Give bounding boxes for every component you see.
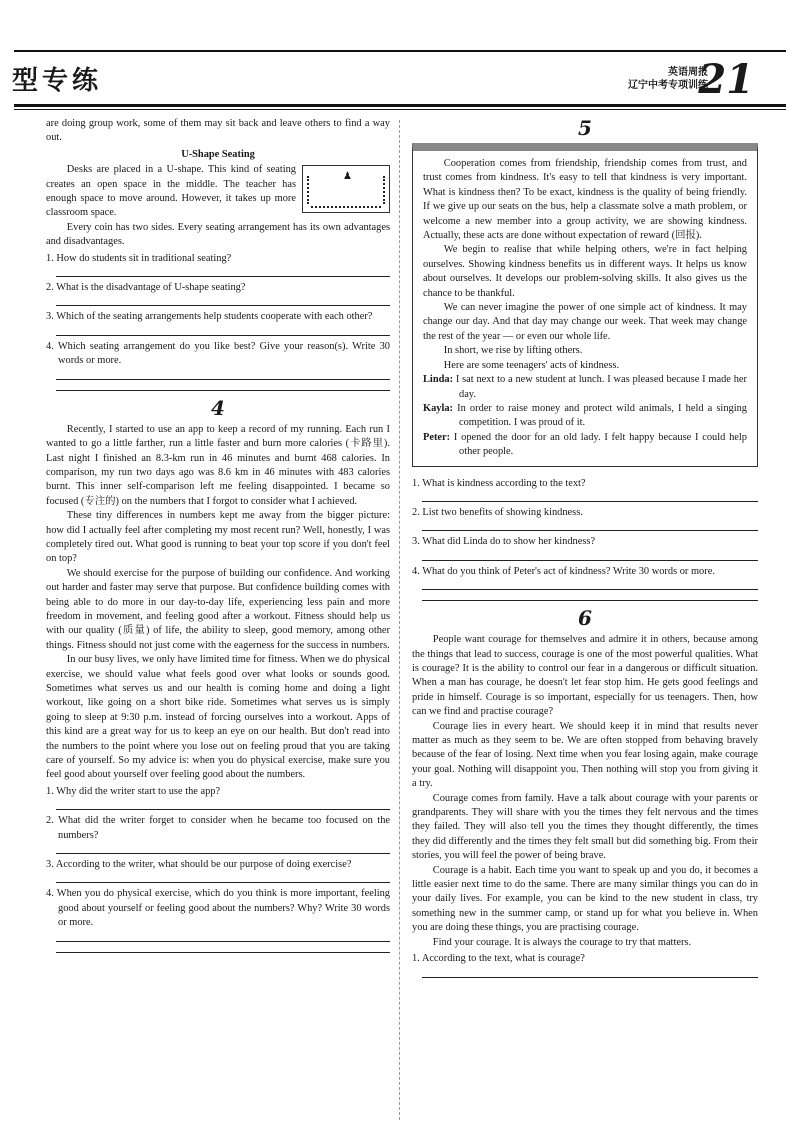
coin-text: Every coin has two sides. Every seating arrangement has its own advantages and disadvantages.: [46, 221, 390, 248]
page-number: 21: [698, 56, 754, 103]
answer-line[interactable]: [56, 295, 390, 306]
paragraph: Here are some teenagers' acts of kindness.: [443, 359, 620, 371]
question: 2. List two benefits of showing kindness.: [412, 506, 583, 518]
column-divider: [399, 120, 400, 1120]
answer-line[interactable]: [422, 550, 758, 561]
desk-row-bottom: [311, 206, 381, 208]
answer-line[interactable]: [56, 369, 390, 380]
speaker-entry: [423, 431, 747, 460]
paragraph: Courage is a habit. Each time you want to speak up and you do, it becomes a little easier next time to do the same. There are many similar things you can do in your daily lives. For example, you can be kind to the new student in class, try something new in the summer camp, or stand up for what you believe in. When you are doing these things, you are practising courage.: [412, 864, 758, 934]
answer-line[interactable]: [422, 520, 758, 531]
speaker-name: Kayla:: [423, 402, 454, 414]
question: 2. What did the writer forget to consider when he became too focused on the numbers?: [46, 815, 390, 841]
question: 1. Why did the writer start to use the app?: [46, 785, 221, 797]
section-number-6: 6: [578, 606, 592, 631]
paragraph: Recently, I started to use an app to keep a record of my running. Each run I wanted to go a little farther, run a little faster and burn more calories (卡路里). Last night I finished an 8.3-km run in 46 minutes and burnt 468 calories. In comparison, my run two days ago was 8.6 km in 46 minutes with 483 calories burnt. This inner self-comparison left me feeling disappointed. I became so focused (专注的) on the numbers that I forgot to consider what I achieved.: [46, 423, 390, 507]
paragraph: These tiny differences in numbers kept me away from the bigger picture: how did I actually feel after completing my most recent run? Well, honestly, I was completely tired out. What good is running to beat your top score if you don't feel on top?: [46, 510, 390, 565]
paragraph: Find your courage. It is always the courage to try that matters.: [432, 936, 692, 948]
header-publication: [628, 66, 708, 92]
section3-intro: are doing group work, some of them may sit back and leave others to find a way out.: [46, 118, 390, 144]
right-column: [412, 117, 758, 982]
answer-line[interactable]: [56, 872, 390, 883]
desk-row-right: [379, 176, 385, 204]
paragraph: Courage comes from family. Have a talk about courage with your parents or grandparents. They will share with you the times they felt nervous and the times they failed. They will also tell you the times they thought differently, the times they did differently and the times they felt small but did something big. From their stories, you will feel the power of being brave.: [412, 792, 758, 862]
question: 4. Which seating arrangement do you like best? Give your reason(s). Write 30 words or more.: [46, 340, 390, 367]
question: 1. What is kindness according to the text?: [412, 477, 586, 489]
speaker-text: I opened the door for an old lady. I felt happy because I could help other people.: [453, 431, 747, 458]
question: 4. What do you think of Peter's act of kindness? Write 30 words or more.: [412, 565, 715, 577]
paragraph: We can never imagine the power of one simple act of kindness. It may change our day. And that day may change our week. That week may change the rest of the year — or even our whole life.: [423, 302, 747, 342]
answer-line[interactable]: [422, 491, 758, 502]
paragraph: In our busy lives, we only have limited time for fitness. When we do physical exercise, we should value what feels good over what looks or sounds good. Sometimes what serves us and our health is coming home and doing a light workout, like going on a short bike ride. Sometimes what serves us is simply going to sleep at 9:30 p.m. instead of forcing ourselves into a workout. Apps of this kind are a great way for us to keep an eye on our health. But don't read into the numbers to the point where you lose out on feeling proud that you are taking care of yourself. So my advice is: when you do physical exercise, make sure you feel good about yourself over feeling good about the numbers.: [46, 654, 390, 781]
question: 1. According to the text, what is courage?: [412, 953, 585, 965]
ushape-text: Desks are placed in a U-shape. This kind of seating creates an open space in the middle. The teacher has enough space to move around. However, it takes up more classroom space.: [46, 164, 296, 219]
answer-line[interactable]: [56, 799, 390, 810]
paragraph: We begin to realise that while helping others, we're in fact helping ourselves. Showing kindness benefits us in different ways. It helps us know about ourselves. It develops our problem-solving skills. It also gives us the chance to be thankful.: [423, 244, 747, 299]
paragraph: Courage lies in every heart. We should keep it in mind that results never matter as much as they seem to be. We are often stopped from behaving bravely because of the fear of losing. Next time when you fear losing again, make courage your goal. Nothing will disappoint you. Then nothing will stop you from giving it a try.: [412, 720, 758, 790]
question: 3. What did Linda do to show her kindness?: [412, 536, 596, 548]
speaker-text: I sat next to a new student at lunch. I was pleased because I made her day.: [455, 374, 747, 400]
speaker-name: Linda:: [423, 374, 454, 386]
paragraph: People want courage for themselves and admire it in others, because among the things that lead to success, courage is one of the most powerful qualities. What is courage? It is the ability to control our fear in a dangerous or difficult situation. When a man has courage, he doesn't let fear stop him. He gets good feelings and pride in himself. Courage is so important, especially for us teenagers. Then, how can we find and practise courage?: [412, 634, 758, 718]
publication-subtitle: 辽宁中考专项训练: [628, 80, 708, 91]
paragraph: We should exercise for the purpose of building our confidence. And working out harder and faster may serve that purpose. But confidence building comes with being able to do more in our day-to-day life, experiencing less pain and more freedom in movement, and feeling good after a workout. Fitness should help us with our quality (质量) of life, the ability to sleep, good memory, among other things. Fitness should not just come with the eagerness for the success in numbers.: [46, 567, 390, 651]
answer-line[interactable]: [56, 325, 390, 336]
section-number-4: 4: [211, 395, 225, 420]
question: 3. Which of the seating arrangements help students cooperate with each other?: [46, 311, 373, 323]
answer-line[interactable]: [56, 266, 390, 277]
desk-row-left: [307, 176, 313, 204]
header-rule-bottom: [14, 104, 786, 107]
speaker-name: Peter:: [423, 431, 451, 443]
header-title: 型专练: [12, 66, 103, 96]
answer-line[interactable]: [56, 843, 390, 854]
question: 4. When you do physical exercise, which do you think is more important, feeling good about yourself or feeling good about the numbers? Why? Write 30 words or more.: [46, 888, 390, 929]
section-number-5: 5: [578, 116, 592, 140]
question: 2. What is the disadvantage of U-shape seating?: [46, 282, 246, 294]
question: 3. According to the writer, what should be our purpose of doing exercise?: [46, 859, 352, 871]
answer-line[interactable]: [422, 579, 758, 590]
passage-box: [412, 143, 758, 467]
answer-line[interactable]: [56, 931, 390, 942]
answer-line[interactable]: [422, 967, 758, 978]
header-rule-top: [14, 50, 786, 52]
ushape-diagram: [302, 165, 390, 213]
answer-line[interactable]: [56, 946, 390, 953]
speaker-text: In order to raise money and protect wild animals, I held a singing competition. I was proud of it.: [457, 402, 747, 429]
answer-line[interactable]: [56, 384, 390, 391]
question: 1. How do students sit in traditional seating?: [46, 252, 232, 264]
left-column: [46, 117, 390, 957]
header-rule-bottom-thin: [14, 109, 786, 110]
publication-name: 英语周报: [668, 67, 708, 78]
paragraph: In short, we rise by lifting others.: [443, 345, 583, 357]
speaker-entry: [423, 402, 747, 431]
page-header: [0, 42, 800, 112]
paragraph: Cooperation comes from friendship, friendship comes from trust, and trust comes from kindness. It's easy to tell that kindness is very important. What is kindness then? To be exact, kindness is the quality of being friendly. If we give up our seats on the bus, help a classmate solve a math problem, or welcome a new member into a group activity, we are showing kindness. Actually, these acts are done without expectation of reward (回报).: [423, 158, 747, 242]
teacher-icon: ♟: [343, 171, 352, 183]
answer-line[interactable]: [422, 594, 758, 601]
ushape-title: U-Shape Seating: [181, 148, 255, 160]
speaker-entry: [423, 373, 747, 402]
